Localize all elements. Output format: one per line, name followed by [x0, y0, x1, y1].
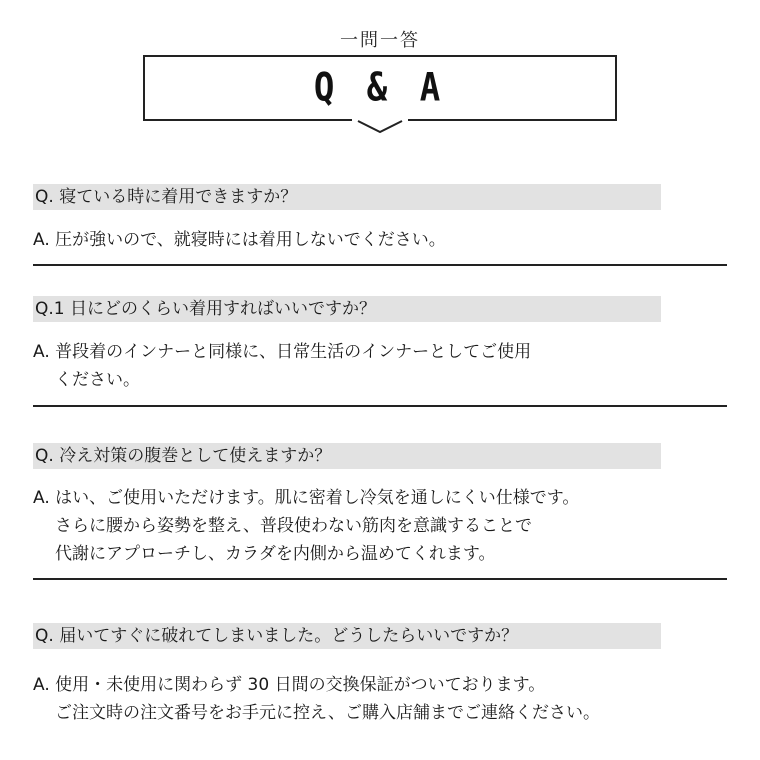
answer-line: 代謝にアプローチし、カラダを内側から温めてくれます。 [55, 544, 496, 564]
question-bar [33, 296, 661, 322]
answer-text [33, 484, 579, 568]
answer-line: A. 普段着のインナーと同様に、日常生活のインナーとしてご使用 [33, 342, 532, 362]
divider [33, 405, 727, 407]
answer-line: A. 使用・未使用に関わらず 30 日間の交換保証がついております。 [33, 675, 546, 695]
question-bar [33, 443, 661, 469]
answer-line: さらに腰から姿勢を整え、普段使わない筋肉を意識することで [55, 516, 533, 536]
answer-line: ください。 [55, 370, 140, 390]
divider [33, 578, 727, 580]
answer-text [33, 226, 446, 254]
question-text: Q. 届いてすぐに破れてしまいました。どうしたらいいですか？ [35, 626, 519, 646]
chevron-down-icon [352, 108, 408, 136]
page-title: Q & A [313, 65, 447, 111]
divider [33, 264, 727, 266]
question-text: Q. 冷え対策の腹巻として使えますか？ [35, 446, 332, 466]
question-text: Q.1 日にどのくらい着用すればいいですか？ [35, 299, 377, 319]
answer-text [33, 671, 600, 727]
answer-line: ご注文時の注文番号をお手元に控え、ご購入店舗までご連絡ください。 [55, 703, 601, 723]
answer-line: A. 圧が強いので、就寝時には着用しないでください。 [33, 230, 446, 250]
answer-text [33, 338, 531, 394]
question-bar [33, 623, 661, 649]
header-subtitle: 一問一答 [340, 30, 420, 51]
question-bar [33, 184, 661, 210]
question-text: Q. 寝ている時に着用できますか？ [35, 187, 298, 207]
answer-line: A. はい、ご使用いただけます。肌に密着し冷気を通しにくい仕様です。 [33, 488, 580, 508]
